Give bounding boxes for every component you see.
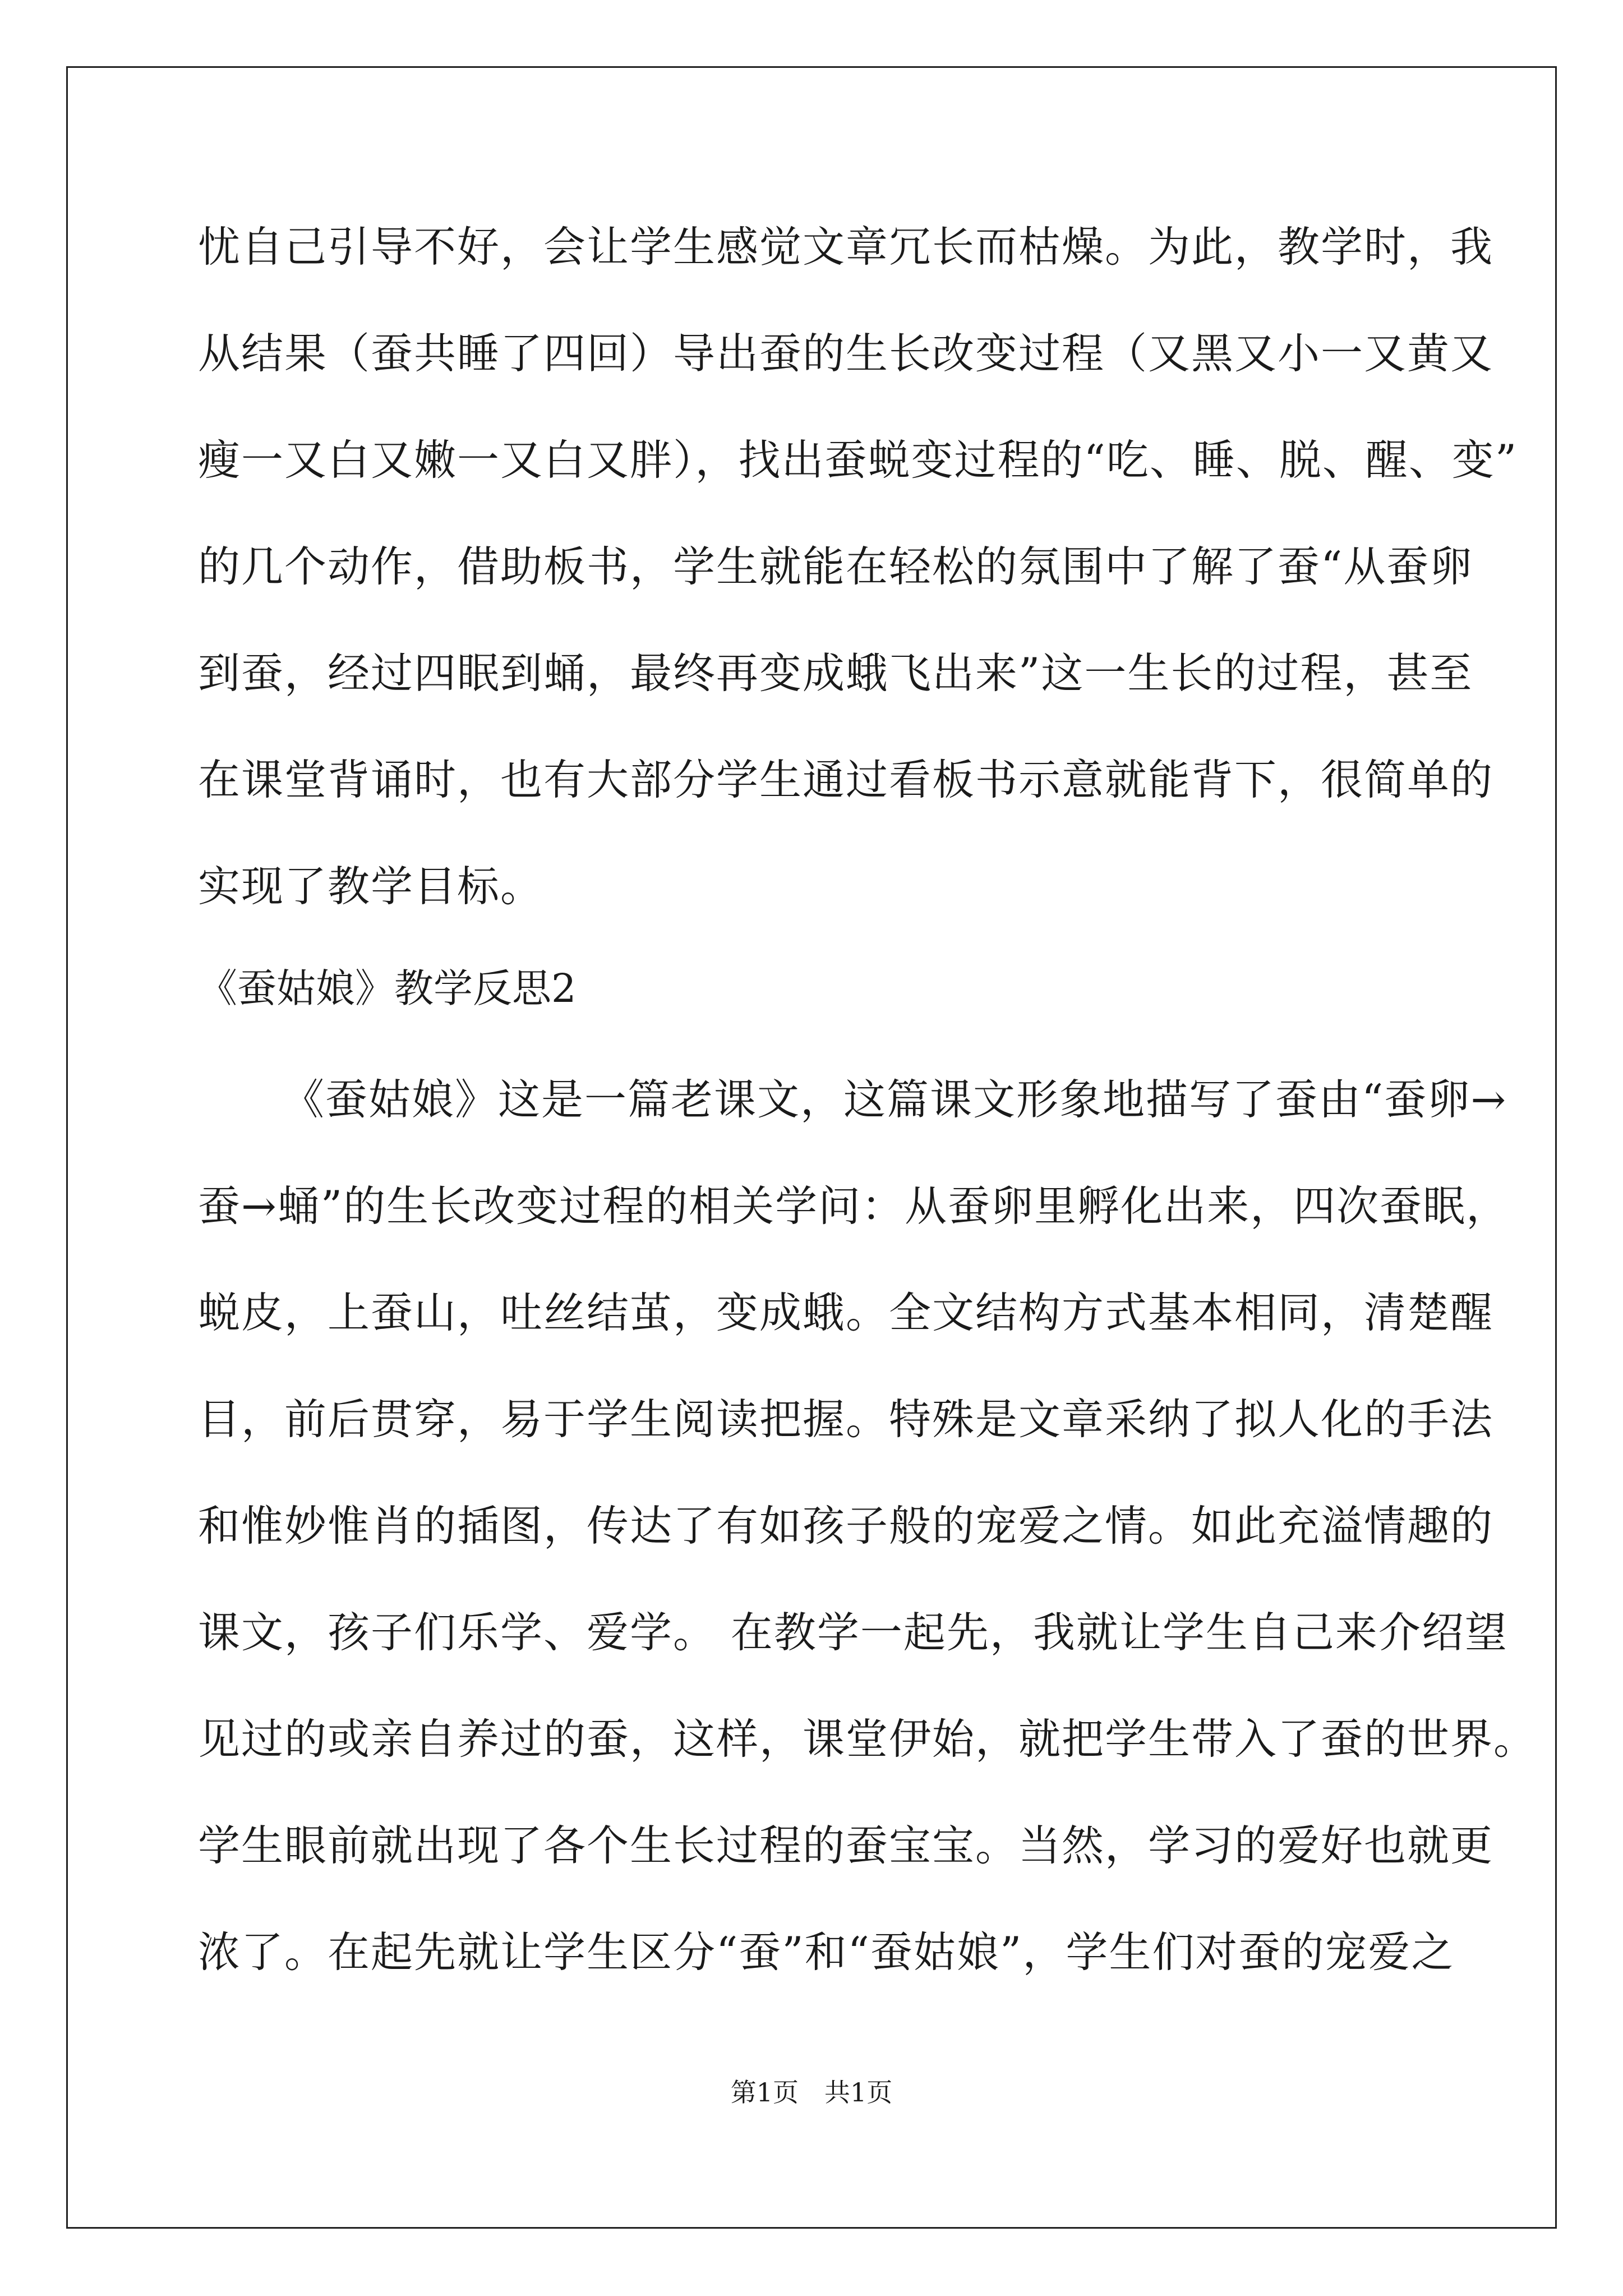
paragraph-line: 课文，孩子们乐学、爱学。 在教学一起先，我就让学生自己来介绍望 <box>198 1608 1508 1657</box>
paragraph-line: 学生眼前就出现了各个生长过程的蚕宝宝。当然，学习的爱好也就更 <box>198 1821 1494 1870</box>
paragraph-line: 蜕皮，上蚕山，吐丝结茧，变成蛾。全文结构方式基本相同，清楚醒 <box>198 1288 1494 1337</box>
paragraph-line: 到蚕，经过四眠到蛹，最终再变成蛾飞出来”这一生长的过程，甚至 <box>198 648 1473 698</box>
page-border <box>66 66 1557 2229</box>
section-title: 《蚕姑娘》教学反思2 <box>198 965 577 1011</box>
paragraph-line: 见过的或亲自养过的蚕，这样，课堂伊始，就把学生带入了蚕的世界。 <box>198 1714 1537 1764</box>
paragraph-line: 浓了。在起先就让学生区分“蚕”和“蚕姑娘”，学生们对蚕的宠爱之 <box>198 1927 1455 1977</box>
paragraph-line: 从结果（蚕共睡了四回）导出蚕的生长改变过程（又黑又小一又黄又 <box>198 329 1494 378</box>
paragraph-line: 的几个动作，借助板书，学生就能在轻松的氛围中了解了蚕“从蚕卵 <box>198 542 1473 591</box>
paragraph-line: 蚕→蛹”的生长改变过程的相关学问：从蚕卵里孵化出来，四次蚕眠， <box>198 1181 1510 1231</box>
paragraph-line: 和惟妙惟肖的插图，传达了有如孩子般的宠爱之情。如此充溢情趣的 <box>198 1501 1494 1550</box>
paragraph-line: 目，前后贯穿，易于学生阅读把握。特殊是文章采纳了拟人化的手法 <box>198 1395 1494 1444</box>
paragraph-line: 在课堂背诵时，也有大部分学生通过看板书示意就能背下，很简单的 <box>198 755 1494 804</box>
paragraph-line: 《蚕姑娘》这是一篇老课文，这篇课文形象地描写了蚕由“蚕卵→ <box>282 1075 1507 1124</box>
page-footer: 第1页 共1页 <box>730 2077 893 2108</box>
paragraph-line: 瘦一又白又嫩一又白又胖），找出蚕蜕变过程的“吃、睡、脱、醒、变” <box>198 435 1518 485</box>
paragraph-line: 忧自己引导不好，会让学生感觉文章冗长而枯燥。为此，教学时，我 <box>198 222 1494 272</box>
paragraph-line: 实现了教学目标。 <box>198 862 544 911</box>
